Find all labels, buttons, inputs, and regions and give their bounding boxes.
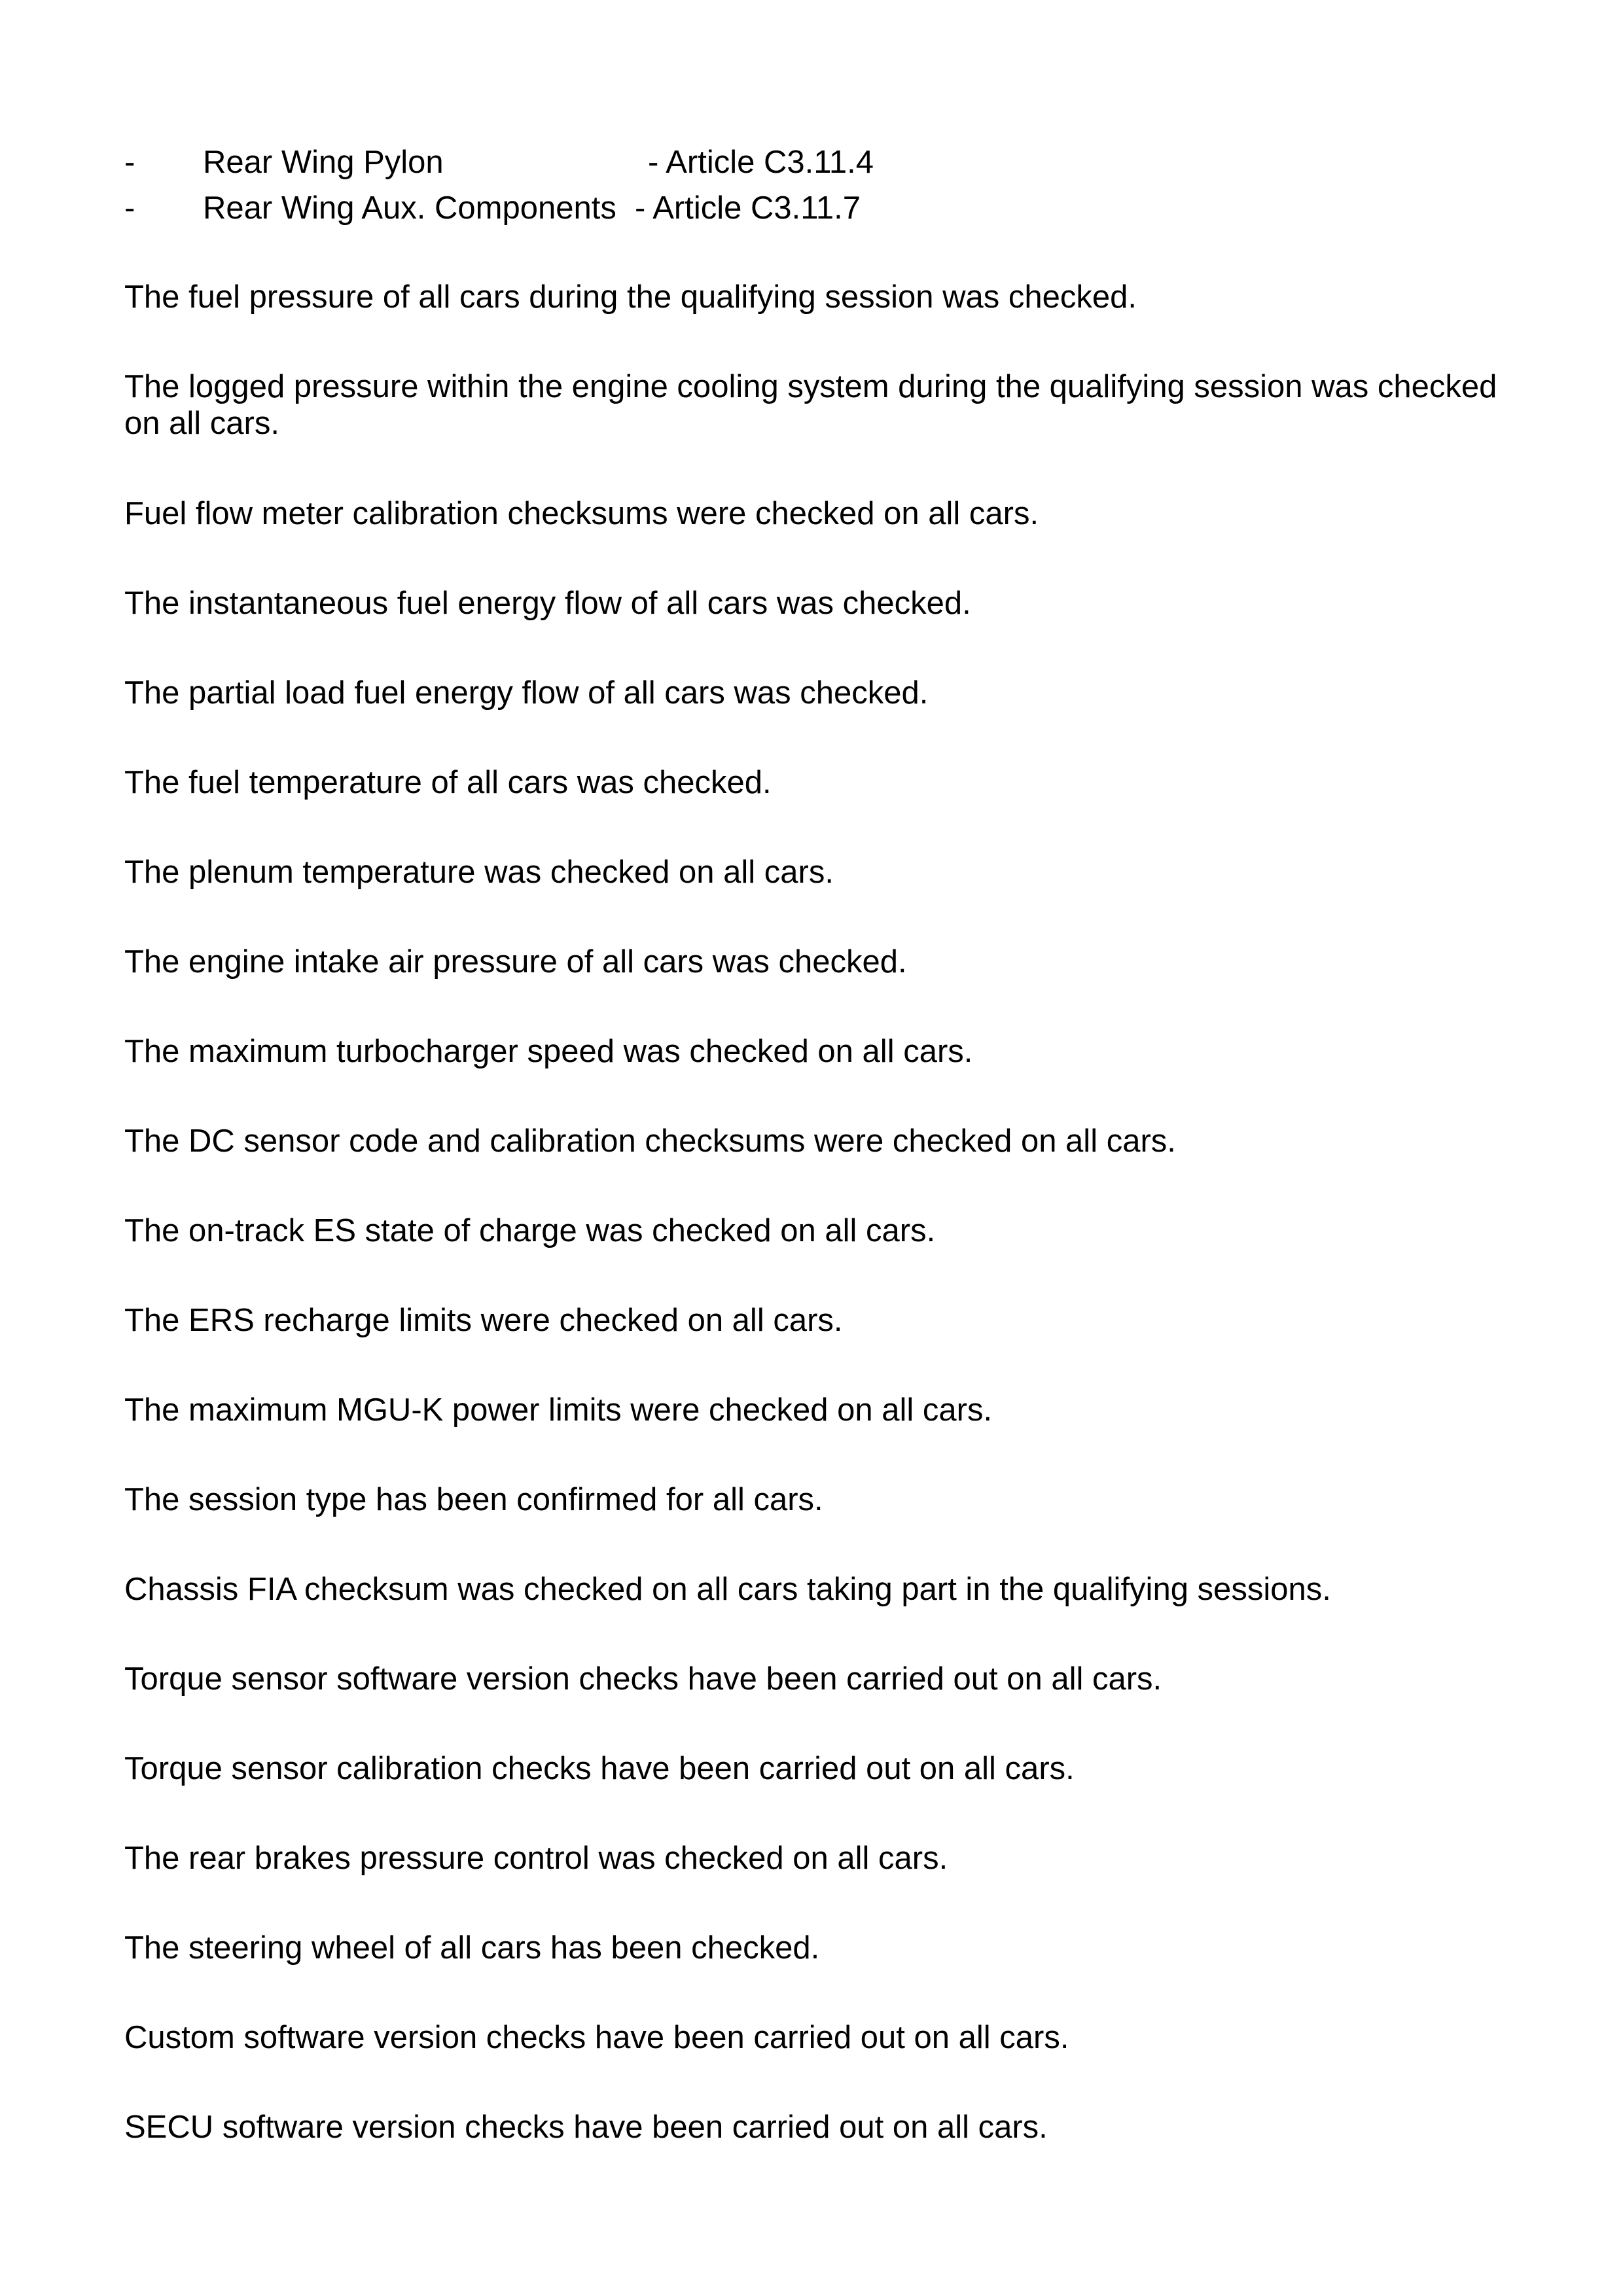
paragraph: Custom software version checks have been carried out on all cars. — [124, 2020, 1069, 2055]
paragraph: The engine intake air pressure of all cars was checked. — [124, 944, 907, 980]
paragraph: The DC sensor code and calibration checksums were checked on all cars. — [124, 1123, 1176, 1159]
paragraph: Fuel flow meter calibration checksums were checked on all cars. — [124, 496, 1039, 531]
paragraph: The session type has been confirmed for all cars. — [124, 1482, 823, 1517]
paragraph: The maximum turbocharger speed was checked on all cars. — [124, 1034, 973, 1069]
paragraph: SECU software version checks have been carried out on all cars. — [124, 2110, 1048, 2145]
paragraph: The plenum temperature was checked on all cars. — [124, 855, 834, 890]
component-name: Rear Wing Aux. Components — [203, 190, 616, 226]
paragraph: The on-track ES state of charge was checked on all cars. — [124, 1213, 936, 1248]
paragraph: Chassis FIA checksum was checked on all cars taking part in the qualifying sessions. — [124, 1572, 1331, 1607]
checks-body — [124, 279, 1512, 2146]
paragraph: The fuel temperature of all cars was checked. — [124, 765, 772, 800]
paragraph: The instantaneous fuel energy flow of all cars was checked. — [124, 586, 971, 621]
paragraph: The partial load fuel energy flow of all cars was checked. — [124, 675, 929, 711]
paragraph: The rear brakes pressure control was checked on all cars. — [124, 1841, 948, 1876]
list-dash: - — [124, 145, 135, 180]
paragraph: Torque sensor calibration checks have been carried out on all cars. — [124, 1751, 1075, 1786]
paragraph: The steering wheel of all cars has been checked. — [124, 1930, 820, 1966]
paragraph: The maximum MGU-K power limits were checked on all cars. — [124, 1392, 993, 1428]
paragraph: The fuel pressure of all cars during the qualifying session was checked. — [124, 279, 1137, 315]
list-dash: - — [124, 190, 135, 226]
paragraph: The logged pressure within the engine cooling system during the qualifying session was checked on all cars. — [124, 369, 1497, 441]
paragraph: The ERS recharge limits were checked on all cars. — [124, 1303, 843, 1338]
article-reference: - Article C3.11.4 — [648, 145, 874, 180]
paragraph: Torque sensor software version checks have been carried out on all cars. — [124, 1661, 1162, 1697]
article-reference: - Article C3.11.7 — [635, 190, 861, 226]
component-name: Rear Wing Pylon — [203, 145, 444, 180]
